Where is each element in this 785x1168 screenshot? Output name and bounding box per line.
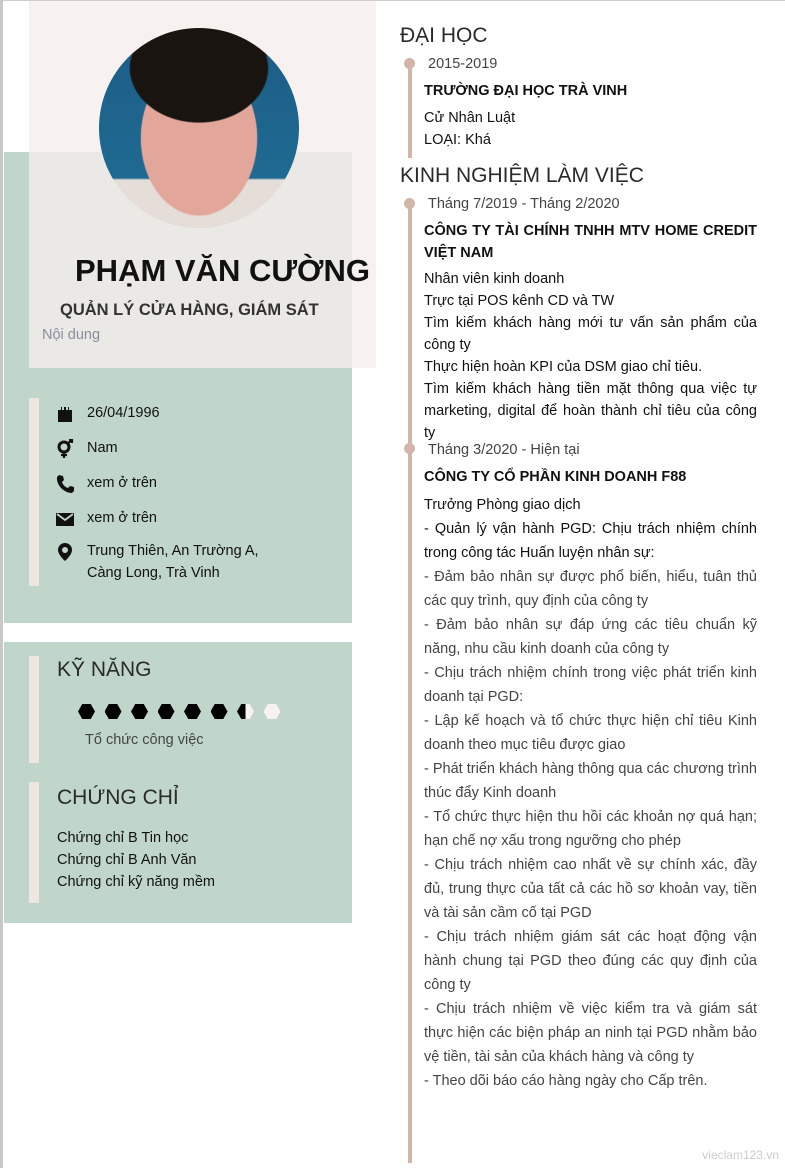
experience-timeline bbox=[408, 201, 412, 1163]
address-text: Trung Thiên, An Trường A, Càng Long, Trà Vinh bbox=[87, 543, 259, 581]
phone-icon bbox=[55, 472, 87, 494]
company-name: CÔNG TY TÀI CHÍNH TNHH MTV HOME CREDIT VIỆT NAM bbox=[424, 223, 757, 261]
full-name: PHẠM VĂN CƯỜNG bbox=[75, 253, 370, 288]
job-period: Tháng 7/2019 - Tháng 2/2020 bbox=[428, 196, 620, 212]
info-address bbox=[55, 540, 295, 584]
info-birthday bbox=[55, 402, 160, 424]
email-icon bbox=[55, 507, 87, 529]
summary: Nội dung bbox=[42, 327, 101, 343]
info-phone bbox=[55, 472, 157, 494]
skills-accent-bar bbox=[29, 656, 39, 763]
timeline-dot bbox=[404, 443, 415, 454]
job-line: Tìm kiếm khách hàng tiền mặt thông qua việc tự marketing, digital để hoàn thành chỉ tiêu của công ty bbox=[424, 381, 757, 441]
gender-icon bbox=[55, 437, 87, 459]
job-details bbox=[424, 565, 757, 1093]
job-detail-line: - Phát triển khách hàng thông qua các chương trình thúc đẩy Kinh doanh bbox=[424, 761, 757, 801]
email-text: xem ở trên bbox=[87, 510, 157, 526]
job-line: Thực hiện hoàn KPI của DSM giao chỉ tiêu. bbox=[424, 359, 703, 375]
info-email bbox=[55, 507, 157, 529]
education-details bbox=[424, 107, 757, 151]
location-icon bbox=[55, 540, 87, 584]
job-line: - Quản lý vận hành PGD: Chịu trách nhiệm chính trong công tác Huấn luyện nhân sự: bbox=[424, 521, 757, 561]
job-detail-line: - Chịu trách nhiệm giám sát các hoạt động vận hành chung tại PGD theo đúng các quy định của công ty bbox=[424, 929, 757, 993]
job-detail-line: - Chịu trách nhiệm cao nhất về sự chính xác, đầy đủ, trung thực của tất cả các hồ sơ khoản vay, tiền và tài sản cầm cố tại PGD bbox=[424, 857, 757, 921]
job-detail-line: - Đảm bảo nhân sự được phổ biến, hiểu, tuân thủ các quy trình, quy định của công ty bbox=[424, 569, 757, 609]
school-name: TRƯỜNG ĐẠI HỌC TRÀ VINH bbox=[424, 83, 628, 99]
job-detail-line: - Lập kế hoạch và tổ chức thực hiện chỉ tiêu Kinh doanh theo mục tiêu được giao bbox=[424, 713, 757, 753]
skill-level-hex bbox=[158, 704, 175, 719]
education-title: ĐẠI HỌC bbox=[400, 24, 488, 47]
job-detail-line: - Tổ chức thực hiện thu hồi các khoản nợ quá hạn; hạn chế nợ xấu trong ngưỡng cho phép bbox=[424, 809, 757, 849]
job-line: Trực tại POS kênh CD và TW bbox=[424, 293, 615, 309]
job-line: Nhân viên kinh doanh bbox=[424, 271, 565, 287]
skill-level-hex bbox=[131, 704, 148, 719]
certificate-item: Chứng chỉ B Anh Văn bbox=[57, 852, 197, 868]
watermark: vieclam123.vn bbox=[702, 1148, 779, 1162]
job-position: QUẢN LÝ CỬA HÀNG, GIÁM SÁT bbox=[60, 301, 319, 319]
skill-level-hex bbox=[237, 704, 254, 719]
avatar bbox=[99, 28, 299, 228]
job-line: Trưởng Phòng giao dịch bbox=[424, 497, 581, 513]
certificates-title: CHỨNG CHỈ bbox=[57, 786, 179, 809]
certificates-list bbox=[57, 827, 215, 893]
info-gender bbox=[55, 437, 118, 459]
skill-level-hex bbox=[105, 704, 122, 719]
education-period: 2015-2019 bbox=[428, 56, 498, 72]
skill-level-hex bbox=[184, 704, 201, 719]
skills-title: KỸ NĂNG bbox=[57, 658, 152, 681]
job-period: Tháng 3/2020 - Hiện tại bbox=[428, 442, 580, 458]
skill-name: Tổ chức công việc bbox=[85, 732, 204, 748]
gender-text: Nam bbox=[87, 440, 118, 456]
phone-text: xem ở trên bbox=[87, 475, 157, 491]
degree: Cử Nhân Luật bbox=[424, 110, 516, 126]
info-accent-bar bbox=[29, 398, 39, 586]
education-timeline bbox=[408, 61, 412, 158]
job-detail-line: - Chịu trách nhiệm chính trong việc phát triển kinh doanh tại PGD: bbox=[424, 665, 757, 705]
certificate-item: Chứng chỉ B Tin học bbox=[57, 830, 189, 846]
experience-title: KINH NGHIỆM LÀM VIỆC bbox=[400, 164, 644, 187]
certificate-item: Chứng chỉ kỹ năng mềm bbox=[57, 874, 215, 890]
job-description bbox=[424, 268, 757, 444]
company-name: CÔNG TY CỔ PHẦN KINH DOANH F88 bbox=[424, 469, 687, 485]
birthday-text: 26/04/1996 bbox=[87, 405, 160, 421]
grade: LOẠI: Khá bbox=[424, 132, 491, 148]
job-line: Tìm kiếm khách hàng mới tư vấn sản phẩm của công ty bbox=[424, 315, 757, 353]
job-detail-line: - Theo dõi báo cáo hàng ngày cho Cấp trên. bbox=[424, 1073, 708, 1089]
skill-level-hex bbox=[78, 704, 95, 719]
timeline-dot bbox=[404, 198, 415, 209]
skill-level-hex bbox=[264, 704, 281, 719]
timeline-dot bbox=[404, 58, 415, 69]
birthday-cake-icon bbox=[55, 402, 87, 424]
job-detail-line: - Chịu trách nhiệm về việc kiểm tra và giám sát thực hiện các biện pháp an ninh tại PGD nhằm bảo vệ tiền, tài sản của khách hàng và công ty bbox=[424, 1001, 757, 1065]
skill-level-hex bbox=[211, 704, 228, 719]
job-description bbox=[424, 493, 757, 565]
job-detail-line: - Đảm bảo nhân sự đáp ứng các tiêu chuẩn kỹ năng, nhu cầu kinh doanh của công ty bbox=[424, 617, 757, 657]
certificates-accent-bar bbox=[29, 782, 39, 903]
skill-rating bbox=[78, 704, 290, 719]
